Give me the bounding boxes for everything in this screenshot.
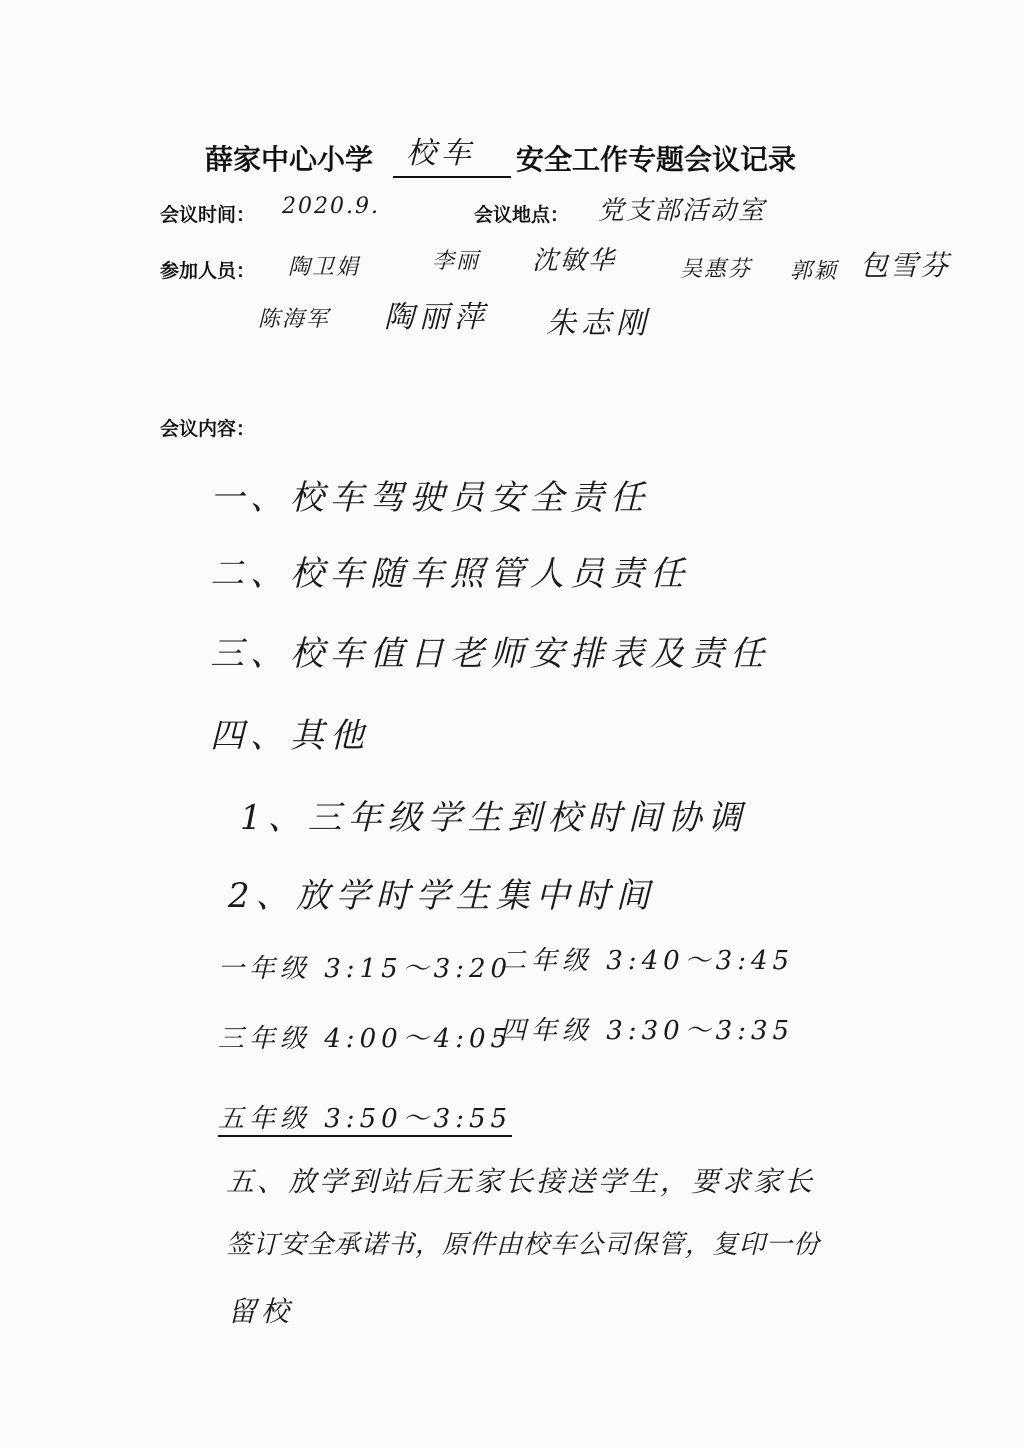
- attendees-label: 参加人员：: [160, 260, 256, 282]
- title-suffix: 安全工作专题会议记录: [516, 143, 797, 176]
- title-blank-line: [393, 176, 511, 178]
- schedule-entry: 一年级 3:15～3:20: [218, 954, 513, 984]
- content-item: 二、校车随车照管人员责任: [210, 554, 690, 594]
- attendee-name: 郭颖: [790, 259, 839, 284]
- meeting-location-value: 党支部活动室: [598, 196, 767, 226]
- attendee-name: 朱志刚: [546, 306, 651, 341]
- content-sub-item: 2、放学时学生集中时间: [228, 876, 656, 916]
- content-item: 一、校车驾驶员安全责任: [210, 478, 650, 518]
- content-item-5-line: 签订安全承诺书，原件由校车公司保管，复印一份: [226, 1230, 821, 1260]
- schedule-entry: 四年级 3:30～3:35: [500, 1016, 795, 1046]
- title-prefix: 薛家中心小学: [205, 143, 374, 176]
- attendee-name: 陈海军: [258, 307, 331, 332]
- content-sub-item: 1、三年级学生到校时间协调: [240, 798, 748, 838]
- title-fill-in: 校车: [406, 136, 476, 171]
- content-item-5-line: 五、放学到站后无家长接送学生，要求家长: [226, 1165, 816, 1198]
- attendee-name: 陶丽萍: [384, 300, 489, 335]
- schedule-entry: 三年级 4:00～4:05: [218, 1024, 513, 1054]
- content-item-5-line: 留校: [228, 1295, 295, 1328]
- content-item: 三、校车值日老师安排表及责任: [210, 634, 770, 674]
- meeting-location-label: 会议地点：: [474, 204, 570, 226]
- attendee-name: 沈敏华: [532, 246, 617, 276]
- attendee-name: 李丽: [432, 249, 481, 274]
- meeting-time-value: 2020.9.: [282, 194, 380, 219]
- schedule-entry: 五年级 3:50～3:55: [218, 1098, 512, 1137]
- attendee-name: 陶卫娟: [288, 255, 361, 280]
- content-item: 四、其他: [210, 716, 370, 756]
- schedule-entry: 二年级 3:40～3:45: [500, 946, 795, 976]
- content-label: 会议内容：: [160, 418, 256, 440]
- meeting-time-label: 会议时间：: [160, 204, 256, 226]
- attendee-name: 包雪芬: [860, 249, 951, 282]
- attendee-name: 吴惠芬: [680, 257, 753, 282]
